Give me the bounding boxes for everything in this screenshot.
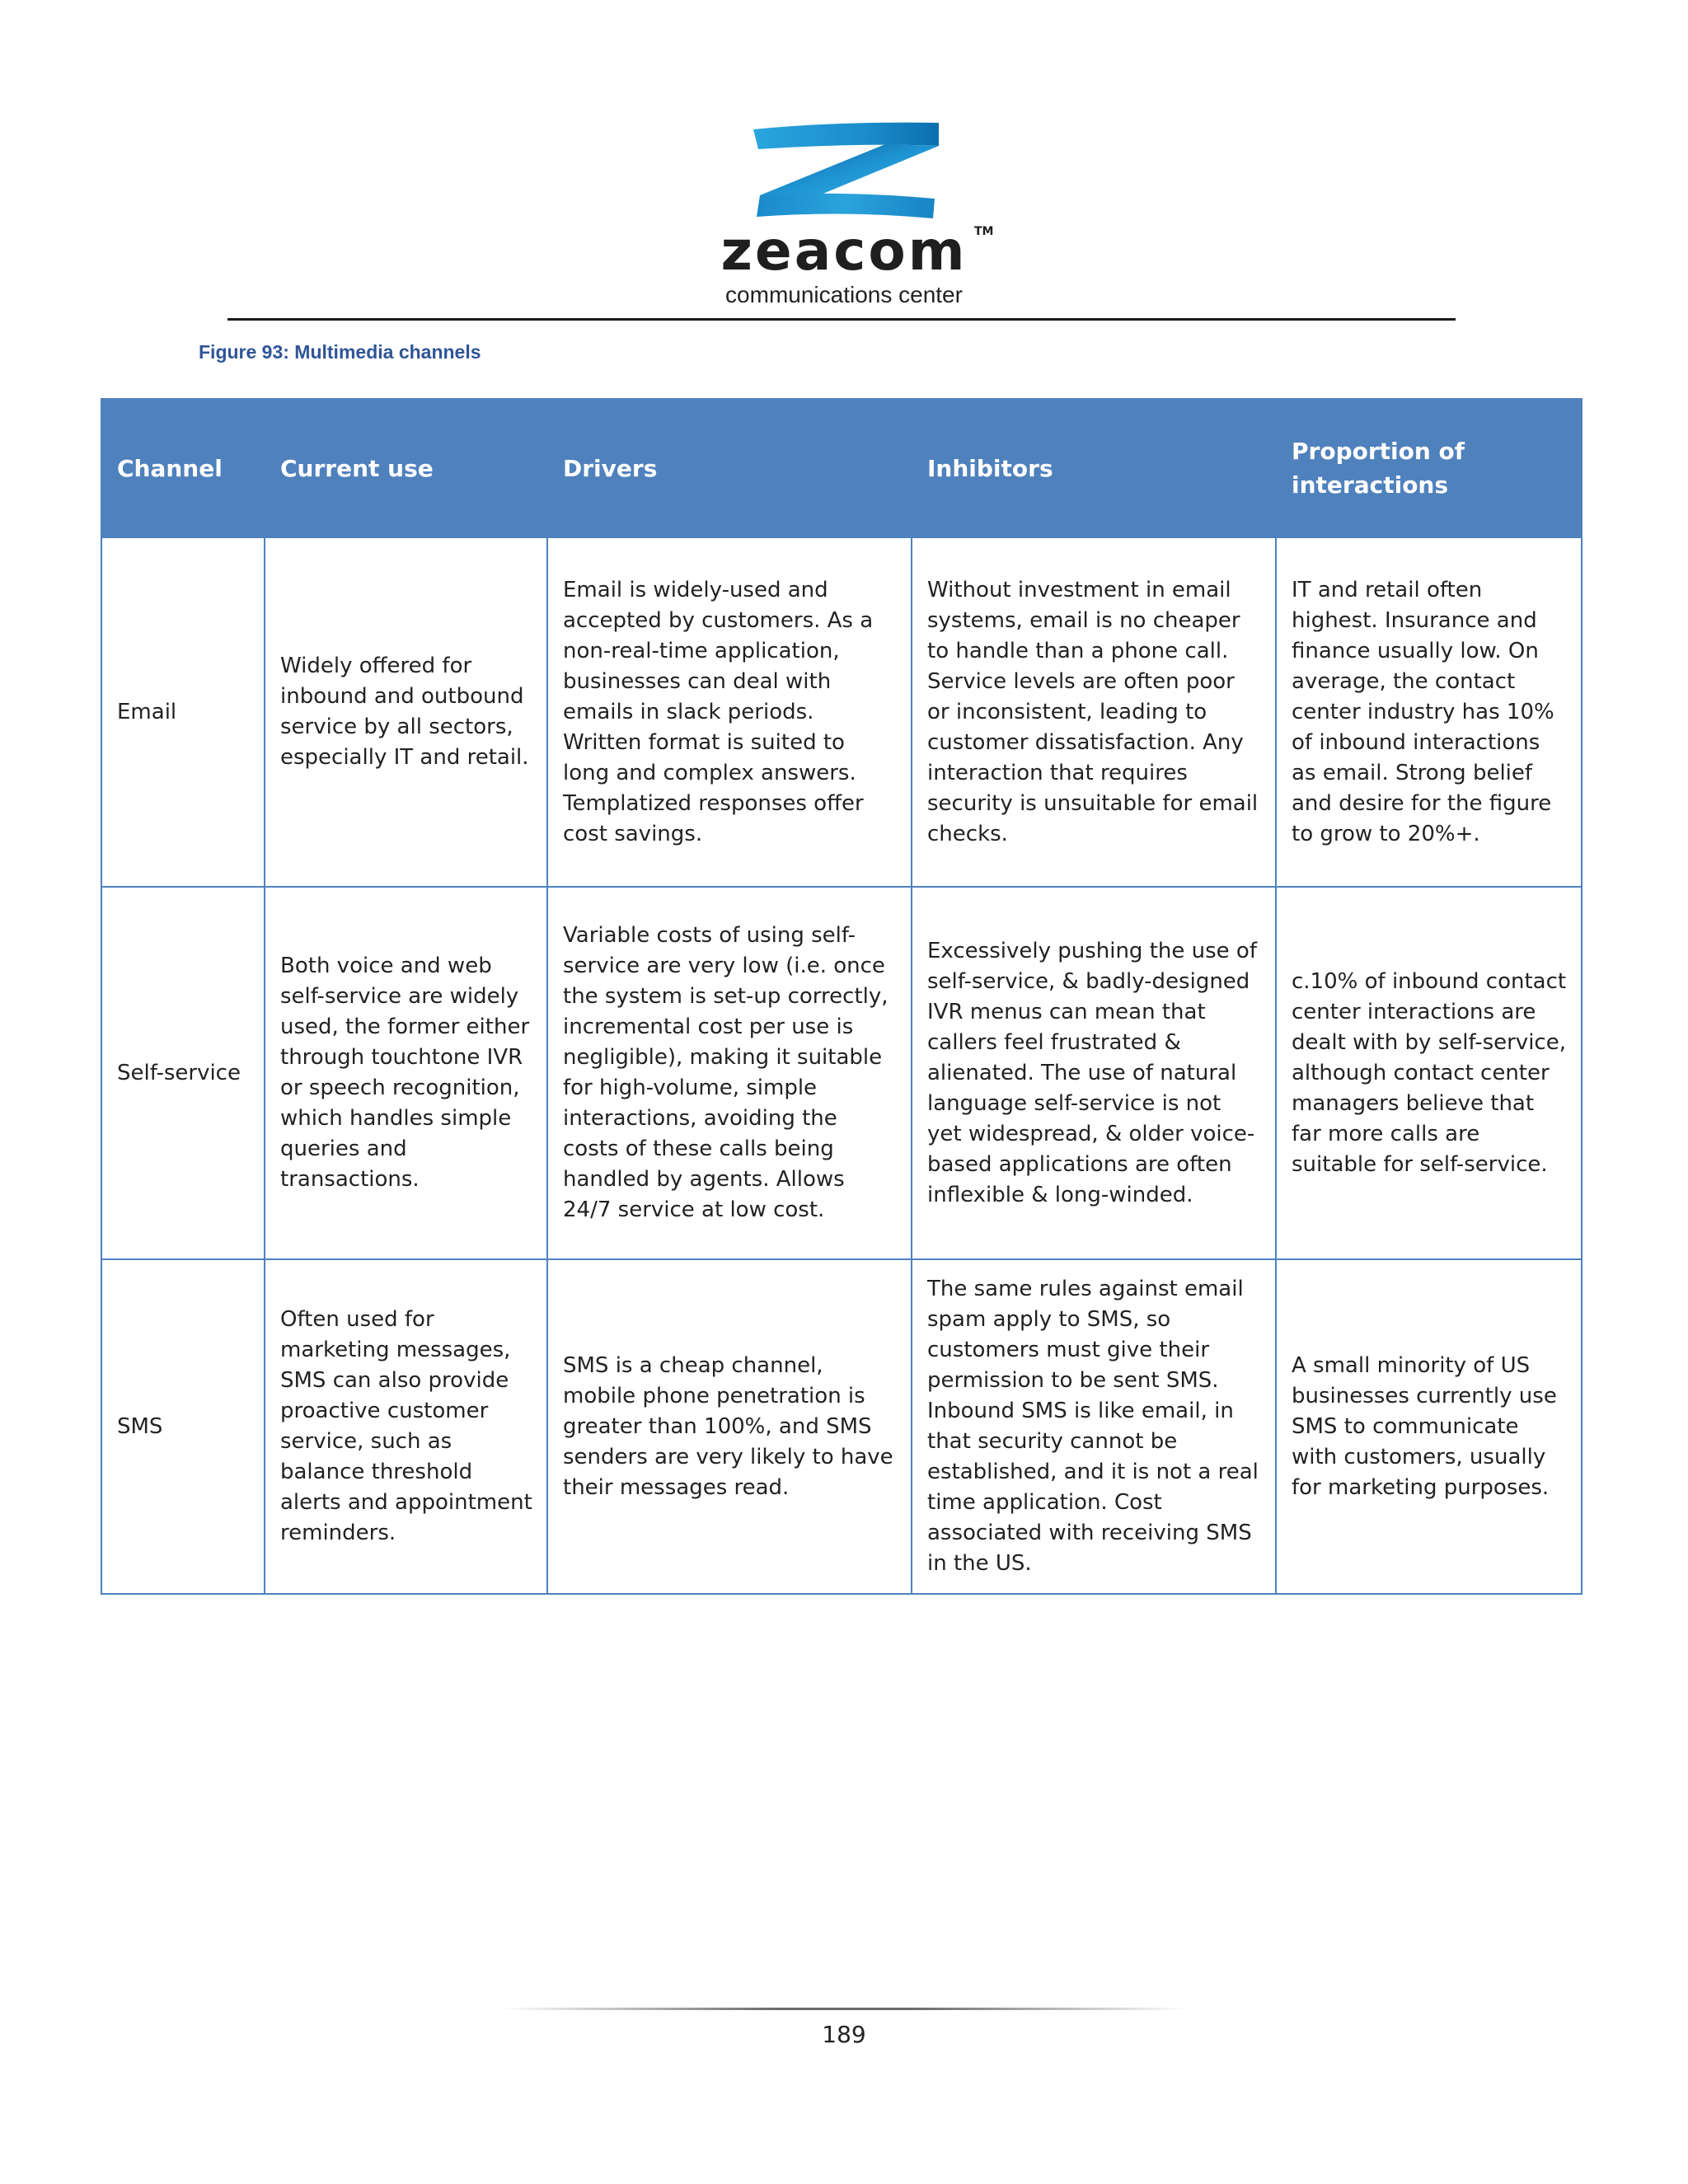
- cell-drivers: Email is widely-used and accepted by customers. As a non-real-time application, businesses can deal with emails in slack periods. Written format is suited to long and complex answers. Templatized responses offer cost savings.: [547, 537, 912, 887]
- cell-drivers: Variable costs of using self-service are very low (i.e. once the system is set-up correctly, incremental cost per use is negligible), making it suitable for high-volume, simple interactions, avoiding the costs of these calls being handled by agents. Allows 24/7 service at low cost.: [547, 887, 912, 1259]
- cell-current-use: Both voice and web self-service are widely used, the former either through touchtone IVR or speech recognition, which handles simple queries and transactions.: [265, 887, 547, 1259]
- table-header-row: [101, 399, 1582, 537]
- zeacom-z-icon: [745, 120, 943, 223]
- cell-inhibitors: The same rules against email spam apply to SMS, so customers must give their permission to be sent SMS. Inbound SMS is like email, in that security cannot be established, and it is not a real time application. Cost associated with receiving SMS in the US.: [912, 1259, 1276, 1594]
- cell-proportion: c.10% of inbound contact center interactions are dealt with by self-service, although contact center managers believe that far more calls are suitable for self-service.: [1276, 887, 1582, 1259]
- cell-current-use: Widely offered for inbound and outbound service by all sectors, especially IT and retail.: [265, 537, 547, 887]
- table-row: [101, 537, 1582, 887]
- header-drivers: Drivers: [547, 399, 912, 537]
- footer-divider: [503, 2008, 1187, 2010]
- cell-inhibitors: Without investment in email systems, email is no cheaper to handle than a phone call. Service levels are often poor or inconsistent, leading to customer dissatisfaction. Any interaction that requires security is unsuitable for email checks.: [912, 537, 1276, 887]
- header-channel: Channel: [101, 399, 265, 537]
- brand-tagline: communications center: [725, 282, 963, 307]
- cell-channel: Self-service: [101, 887, 265, 1259]
- figure-caption: Figure 93: Multimedia channels: [199, 341, 481, 363]
- cell-channel: SMS: [101, 1259, 265, 1594]
- cell-proportion: A small minority of US businesses currently use SMS to communicate with customers, usually for marketing purposes.: [1276, 1259, 1582, 1594]
- header-divider: [227, 318, 1456, 321]
- cell-inhibitors: Excessively pushing the use of self-service, & badly-designed IVR menus can mean that callers feel frustrated & alienated. The use of natural language self-service is not yet widespread, & older voice-based applications are often inflexible & long-winded.: [912, 887, 1276, 1259]
- header-proportion: Proportion of interactions: [1276, 399, 1582, 537]
- trademark-mark: TM: [973, 225, 994, 238]
- table-row: [101, 1259, 1582, 1594]
- cell-channel: Email: [101, 537, 265, 887]
- cell-current-use: Often used for marketing messages, SMS can also provide proactive customer service, such as balance threshold alerts and appointment reminders.: [265, 1259, 547, 1594]
- brand-wordmark: zeacom TM: [720, 219, 994, 283]
- header-inhibitors: Inhibitors: [912, 399, 1276, 537]
- table-row: [101, 887, 1582, 1259]
- multimedia-channels-table: [101, 398, 1582, 1595]
- cell-drivers: SMS is a cheap channel, mobile phone penetration is greater than 100%, and SMS senders are very likely to have their messages read.: [547, 1259, 912, 1594]
- header-current-use: Current use: [265, 399, 547, 537]
- page-number: 189: [822, 2021, 866, 2048]
- cell-proportion: IT and retail often highest. Insurance and finance usually low. On average, the contact center industry has 10% of inbound interactions as email. Strong belief and desire for the figure to grow to 20%+.: [1276, 537, 1582, 887]
- zeacom-logo: [0, 120, 1688, 307]
